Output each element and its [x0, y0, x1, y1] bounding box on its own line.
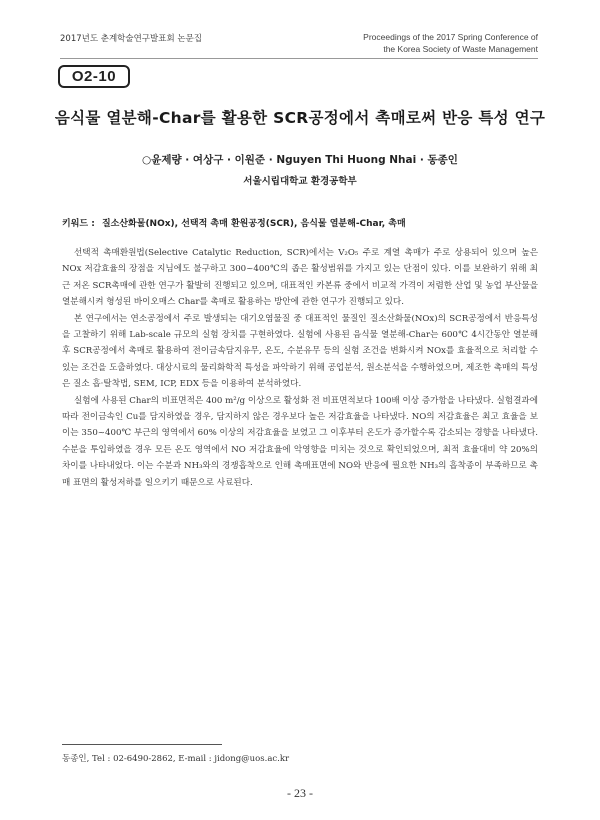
running-header-right-line1: Proceedings of the 2017 Spring Conference of	[363, 32, 538, 42]
running-header-right-line2: the Korea Society of Waste Management	[383, 44, 538, 54]
paper-code-badge: O2-10	[58, 65, 130, 88]
paper-title: 음식물 열분해-Char를 활용한 SCR공정에서 촉매로써 반응 특성 연구	[54, 109, 546, 127]
abstract-body	[62, 245, 538, 491]
corresponding-author-footnote: 동종인, Tel : 02-6490-2862, E-mail : jidong@uos.ac.kr	[62, 754, 290, 764]
author-list: ○윤제량 · 여상구 · 이원준 · Nguyen Thi Huong Nhai · 동종인	[142, 154, 458, 166]
keywords-line	[62, 216, 538, 229]
header-divider	[60, 58, 538, 59]
footnote-divider	[62, 744, 222, 745]
running-header-left: 2017년도 춘계학술연구발표회 논문집	[60, 34, 202, 44]
abstract-paragraph-2: 본 연구에서는 연소공정에서 주로 발생되는 대기오염물질 중 대표적인 물질인 질소산화물(NOx)의 SCR공정에서 반응특성을 고찰하기 위해 Lab-scale 규모의 실험 장치를 구현하였다. 실험에 사용된 음식물 열분해-Char는 600℃ 4시간동안 열분해 후 SCR공정에서 촉매로 활용하여 전이금속담지유무, 온도, 수분유무 등의 실험 조건을 변화시켜 NOx를 효율적으로 처리할 수 있는 조건을 도출하였다. 대상시료의 물리화학적 특성을 파악하기 위해 공업분석, 원소분석을 수행하였으며, 제조한 촉매의 특성은 질소 흡·탈착법, SEM, ICP, EDX 등을 이용하여 분석하였다.	[62, 313, 538, 390]
running-header-right	[363, 31, 538, 55]
abstract-paragraph-3: 실험에 사용된 Char의 비표면적은 400 m²/g 이상으로 활성화 전 비표면적보다 100배 이상 증가함을 나타냈다. 실험결과에 따라 전이금속인 Cu를 담지하였을 경우, 담지하지 않은 경우보다 높은 저감효율을 나타냈다. NO의 저감효율은 최고 효율을 보이는 350~400℃ 부근의 영역에서 60% 이상의 저감효율을 보였고 그 이후부터 온도가 증가할수록 감소되는 경향을 나타냈다. 수분을 투입하였을 경우 모든 온도 영역에서 NO 저감효율에 악영향을 미치는 것으로 확인되었으며, 최적 효율대비 약 20%의 차이를 나타내었다. 이는 수분과 NH₃와의 경쟁흡착으로 인해 촉매표면에 NO와 반응에 필요한 NH₃의 흡착종이 부족하므로 촉매 표면의 활성저하를 일으키기 때문으로 사료된다.	[62, 395, 538, 488]
abstract-paragraph-1: 선택적 촉매환원법(Selective Catalytic Reduction, SCR)에서는 V₂O₅ 주로 계열 촉매가 주로 상용되어 있으며 높은 NOx 저감효율의 장점을 지님에도 불구하고 300~400℃의 좁은 활성범위를 가지고 있는 단점이 있다. 이를 보완하기 위해 최근 저온 SCR촉매에 관한 연구가 활발히 진행되고 있으며, 대표적인 카본류 중에서 비교적 가격이 저렴한 산업 및 농업 부산물을 열분해시켜 형성된 바이오매스 Char를 촉매로 활용하는 방안에 관한 연구가 진행되고 있다.	[62, 248, 538, 308]
keywords-label: 키워드 :	[62, 219, 95, 229]
page-number: - 23 -	[287, 786, 313, 800]
keywords-text: 질소산화물(NOx), 선택적 촉매 환원공정(SCR), 음식물 열분해-Char, 촉매	[101, 219, 406, 229]
affiliation: 서울시립대학교 환경공학부	[243, 176, 357, 187]
